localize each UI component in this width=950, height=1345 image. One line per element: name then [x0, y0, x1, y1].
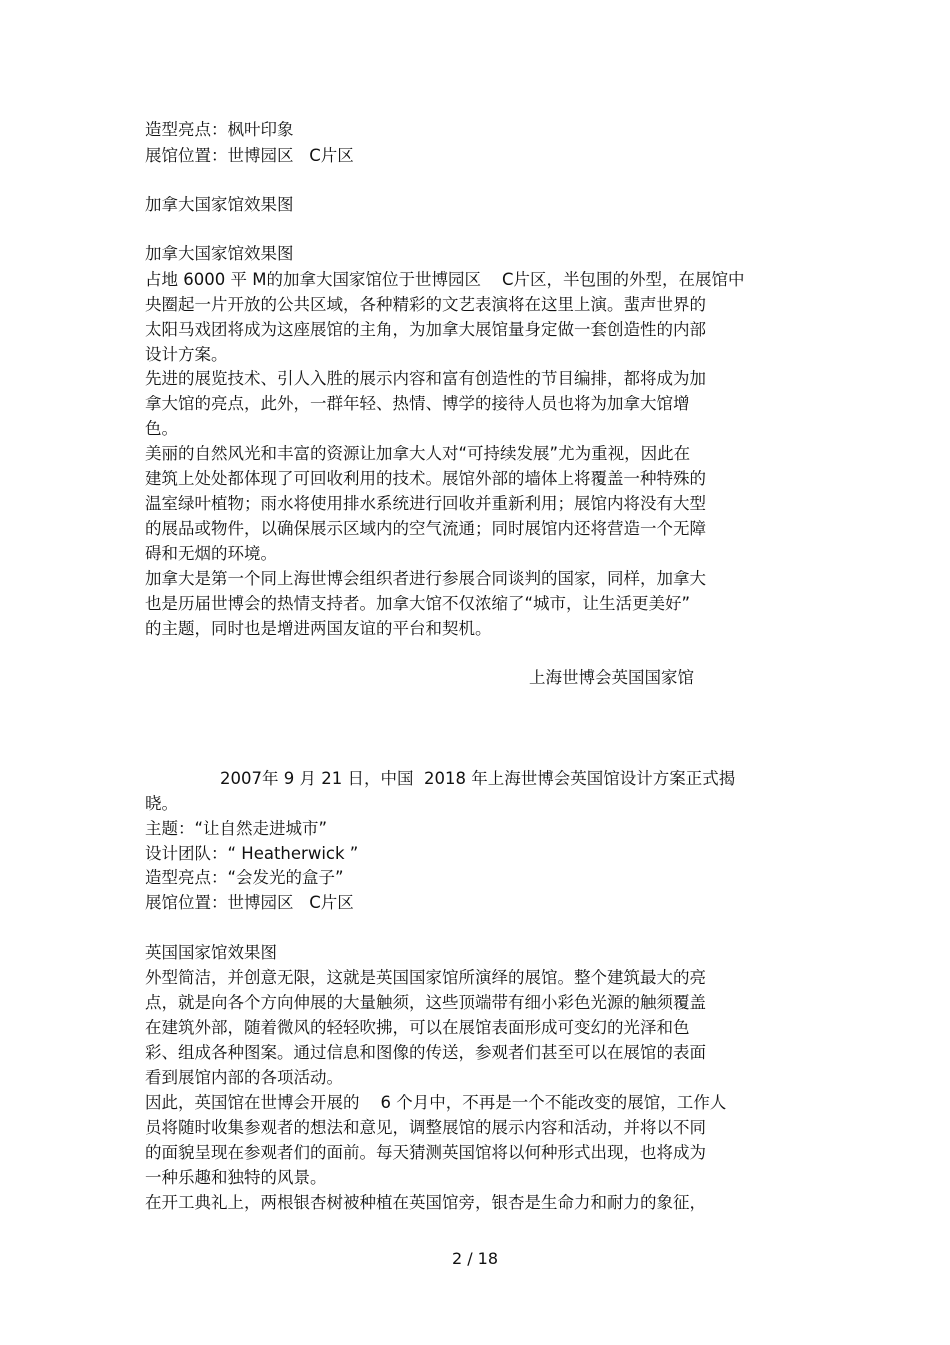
text-line: 占地 6000 平 M的加拿大国家馆位于世博园区 C片区，半包围的外型，在展馆中	[145, 270, 745, 289]
text-line: 外型简洁，并创意无限，这就是英国国家馆所演绎的展馆。整个建筑最大的亮	[145, 968, 706, 987]
uk-highlight: 造型亮点：“会发光的盒子”	[145, 868, 344, 887]
text-line: 的面貌呈现在参观者们的面前。每天猜测英国馆将以何种形式出现，也将成为	[145, 1143, 706, 1162]
text-line: 温室绿叶植物；雨水将使用排水系统进行回收并重新利用；展馆内将没有大型	[145, 494, 706, 513]
text-line: 太阳马戏团将成为这座展馆的主角，为加拿大展馆量身定做一套创造性的内部	[145, 320, 706, 339]
text-line: 的展品或物件，以确保展示区域内的空气流通；同时展馆内还将营造一个无障	[145, 519, 706, 538]
canada-highlight: 造型亮点：枫叶印象	[145, 120, 294, 139]
uk-location: 展馆位置：世博园区 C片区	[145, 893, 354, 912]
text-line: 建筑上处处都体现了可回收利用的技术。展馆外部的墙体上将覆盖一种特殊的	[145, 469, 706, 488]
uk-image-caption: 英国国家馆效果图	[145, 943, 277, 962]
text-line: 碍和无烟的环境。	[145, 544, 277, 563]
uk-theme: 主题：“让自然走进城市”	[145, 819, 328, 838]
text-line: 拿大馆的亮点，此外，一群年轻、热情、博学的接待人员也将为加拿大馆增	[145, 394, 690, 413]
text-line: 因此，英国馆在世博会开展的 6 个月中，不再是一个不能改变的展馆，工作人	[145, 1093, 727, 1112]
text-line: 在开工典礼上，两根银杏树被种植在英国馆旁，银杏是生命力和耐力的象征，	[145, 1193, 706, 1212]
uk-section-heading: 上海世博会英国国家馆	[529, 668, 694, 687]
text-line: 点，就是向各个方向伸展的大量触须，这些顶端带有细小彩色光源的触须覆盖	[145, 993, 706, 1012]
canada-image-caption: 加拿大国家馆效果图	[145, 244, 294, 263]
text-line: 员将随时收集参观者的想法和意见，调整展馆的展示内容和活动，并将以不同	[145, 1118, 706, 1137]
text-line: 加拿大是第一个同上海世博会组织者进行参展合同谈判的国家，同样，加拿大	[145, 569, 706, 588]
page-number: 2 / 18	[451, 1249, 499, 1268]
text-line: 色。	[145, 419, 178, 438]
text-line: 的主题，同时也是增进两国友谊的平台和契机。	[145, 619, 492, 638]
text-line: 央圈起一片开放的公共区域，各种精彩的文艺表演将在这里上演。蜚声世界的	[145, 295, 706, 314]
canada-image-caption: 加拿大国家馆效果图	[145, 195, 294, 214]
uk-intro: 晓。	[145, 794, 178, 813]
uk-design-team: 设计团队：“ Heatherwick ”	[145, 844, 359, 863]
text-line: 先进的展览技术、引人入胜的展示内容和富有创造性的节目编排，都将成为加	[145, 369, 706, 388]
text-line: 一种乐趣和独特的风景。	[145, 1168, 327, 1187]
text-line: 也是历届世博会的热情支持者。加拿大馆不仅浓缩了“城市，让生活更美好”	[145, 594, 691, 613]
text-line: 美丽的自然风光和丰富的资源让加拿大人对“可持续发展”尤为重视，因此在	[145, 444, 691, 463]
text-line: 在建筑外部，随着微风的轻轻吹拂，可以在展馆表面形成可变幻的光泽和色	[145, 1018, 690, 1037]
uk-intro: 2007年 9 月 21 日，中国 2018 年上海世博会英国馆设计方案正式揭	[220, 769, 736, 788]
text-line: 看到展馆内部的各项活动。	[145, 1068, 343, 1087]
canada-location: 展馆位置：世博园区 C片区	[145, 146, 354, 165]
text-line: 彩、组成各种图案。通过信息和图像的传送，参观者们甚至可以在展馆的表面	[145, 1043, 706, 1062]
text-line: 设计方案。	[145, 345, 228, 364]
